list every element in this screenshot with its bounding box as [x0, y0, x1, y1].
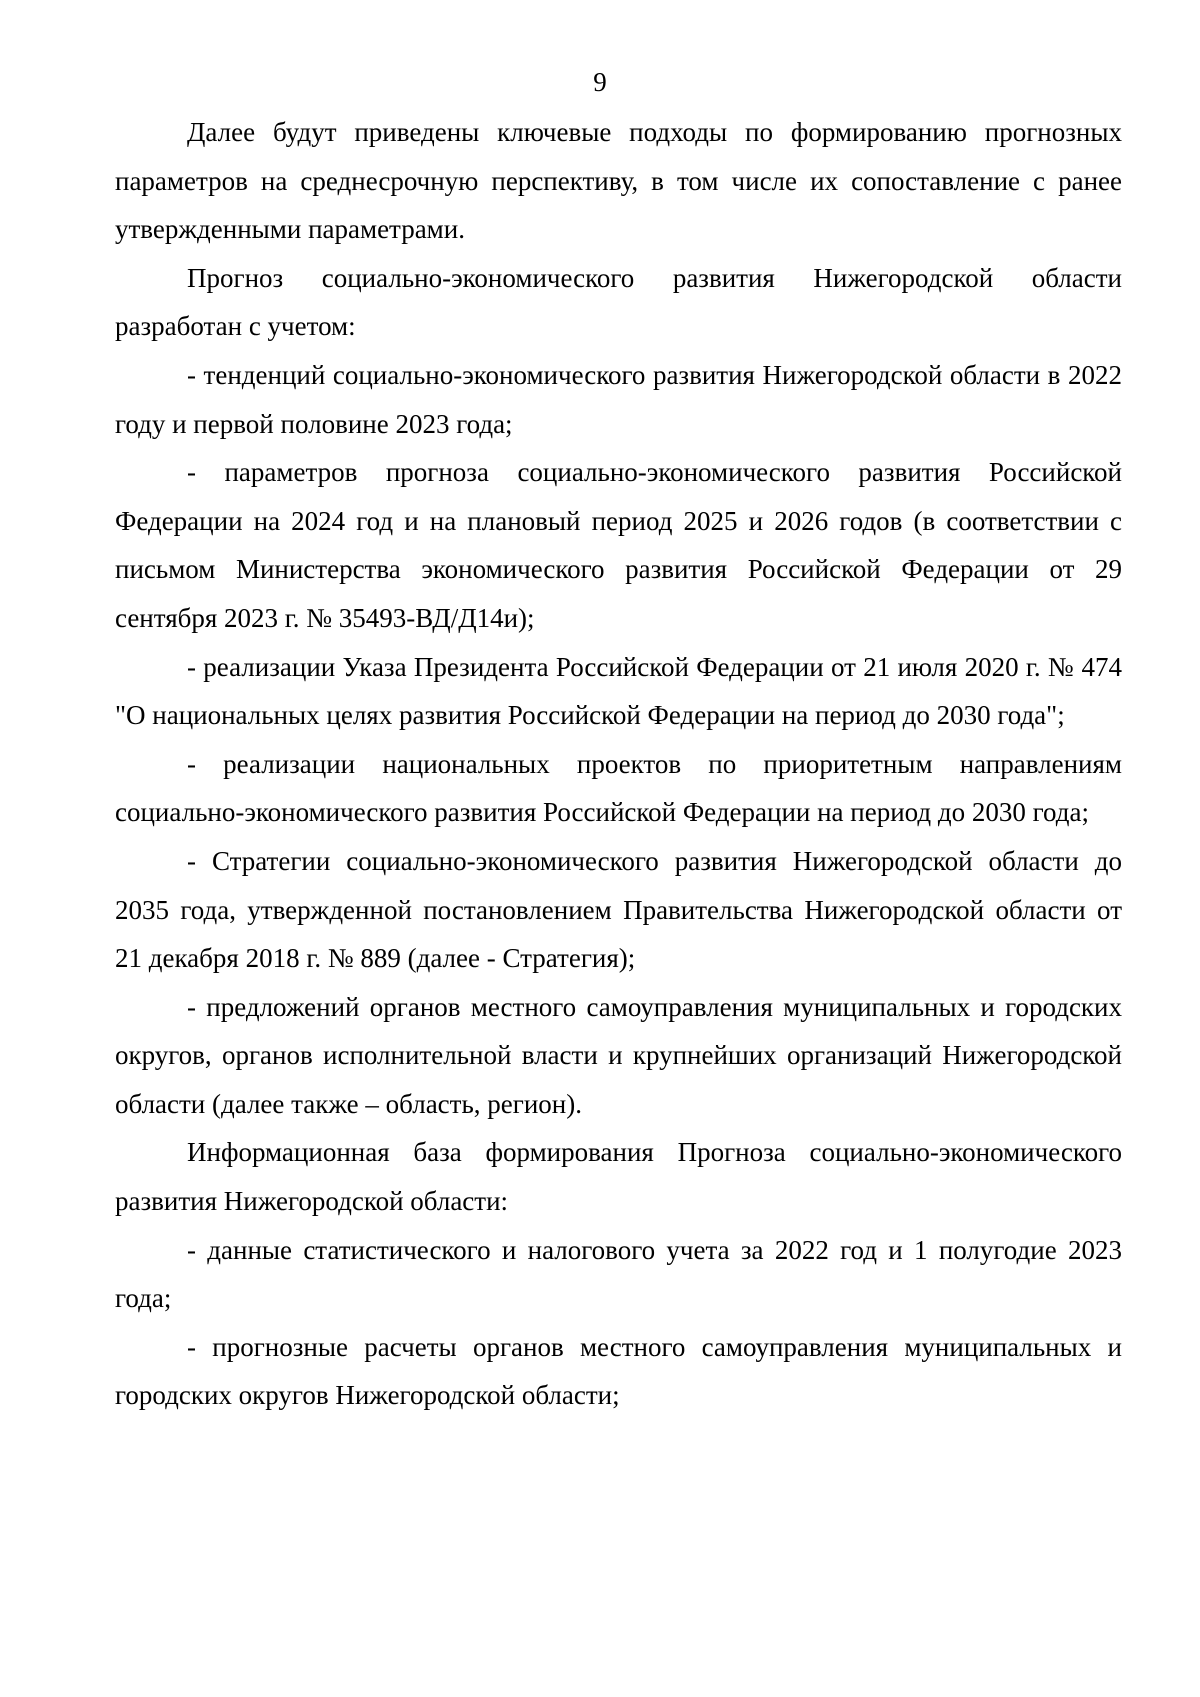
paragraph-information-base: Информационная база формирования Прогноза социально-экономического развития Нижегородской области:	[115, 1137, 1122, 1217]
list-item-local-calculations: - прогнозные расчеты органов местного самоуправления муниципальных и городских округов Нижегородской области;	[115, 1331, 1122, 1411]
list-item-national-projects: - реализации национальных проектов по приоритетным направлениям социально-экономического развития Российской Федерации на период до 2030 года;	[115, 748, 1122, 828]
list-item-strategy: - Стратегии социально-экономического развития Нижегородской области до 2035 года, утвержденной постановлением Правительства Нижегородской области от 21 декабря 2018 г. № 889 (далее - Стратегия);	[115, 845, 1122, 974]
list-item-trends: - тенденций социально-экономического развития Нижегородской области в 2022 году и первой половине 2023 года;	[115, 359, 1122, 439]
list-item-federal-forecast: - параметров прогноза социально-экономического развития Российской Федерации на 2024 год и на плановый период 2025 и 2026 годов (в соответствии с письмом Министерства экономического развития Российской Федерации от 29 сентября 2023 г. № 35493-ВД/Д14и);	[115, 457, 1122, 633]
list-item-statistics: - данные статистического и налогового учета за 2022 год и 1 полугодие 2023 года;	[115, 1234, 1122, 1314]
page-number: 9	[593, 67, 607, 97]
list-item-presidential-decree: - реализации Указа Президента Российской Федерации от 21 июля 2020 г. № 474 "О национальных целях развития Российской Федерации на период до 2030 года";	[115, 651, 1122, 731]
list-item-local-proposals: - предложений органов местного самоуправления муниципальных и городских округов, органов исполнительной власти и крупнейших организаций Нижегородской области (далее также – область, регион).	[115, 991, 1122, 1119]
document-body	[115, 108, 1122, 1420]
paragraph-forecast-basis: Прогноз социально-экономического развития Нижегородской области разработан с учетом:	[115, 262, 1122, 342]
paragraph-intro: Далее будут приведены ключевые подходы по формированию прогнозных параметров на среднесрочную перспективу, в том числе их сопоставление с ранее утвержденными параметрами.	[115, 117, 1122, 245]
